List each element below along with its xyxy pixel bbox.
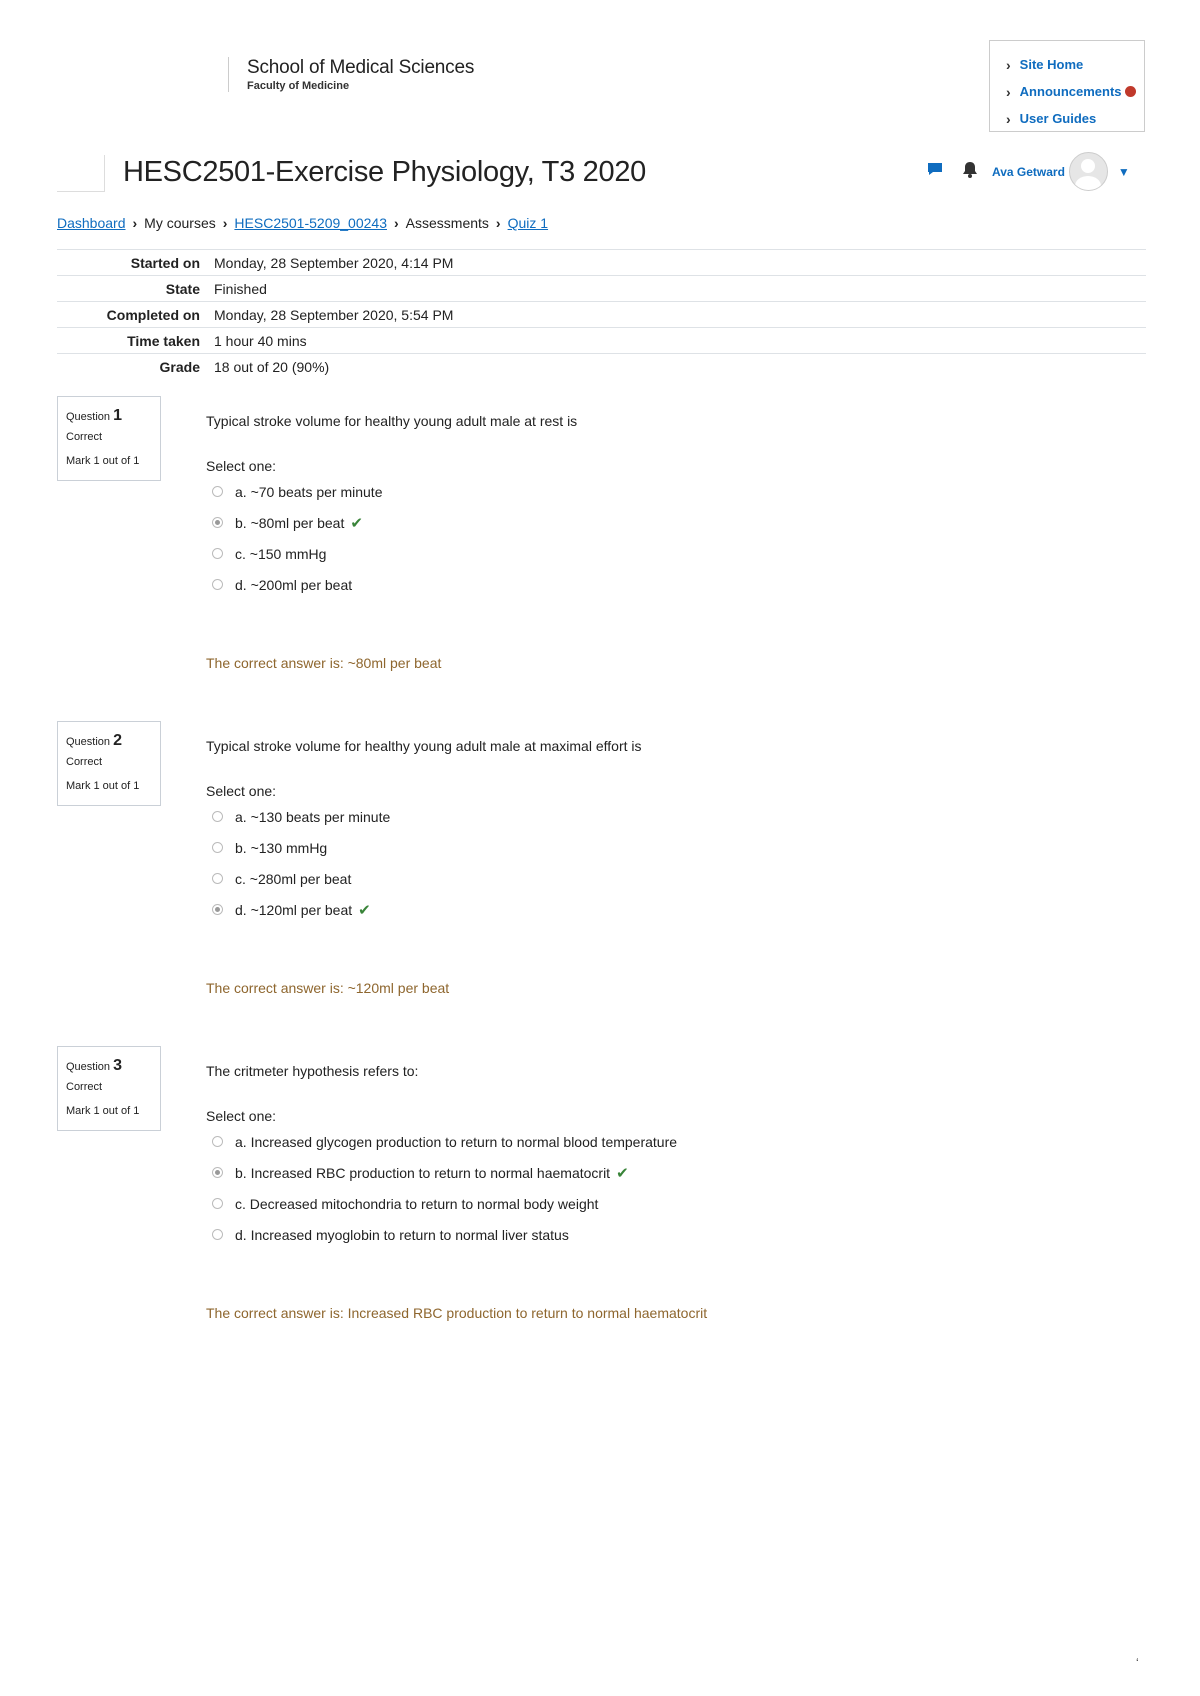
radio-button[interactable] (212, 1136, 223, 1147)
question-mark: Mark 1 out of 1 (66, 780, 140, 792)
table-row (57, 250, 1146, 276)
option-label: b. ~80ml per beat (235, 514, 345, 531)
messages-icon[interactable] (926, 161, 944, 182)
option-label: a. ~70 beats per minute (235, 483, 383, 500)
option-label: c. ~150 mmHg (235, 545, 327, 562)
radio-button[interactable] (212, 1198, 223, 1209)
answer-option[interactable] (212, 569, 383, 600)
question-info-2 (57, 721, 161, 806)
breadcrumb-course[interactable]: HESC2501-5209_00243 (234, 215, 387, 231)
option-label: b. ~130 mmHg (235, 839, 328, 856)
notification-badge-icon (1125, 86, 1136, 97)
answer-option[interactable] (212, 476, 383, 507)
radio-button[interactable] (212, 811, 223, 822)
answer-option[interactable] (212, 538, 383, 569)
site-logo[interactable] (228, 57, 474, 92)
option-label: a. Increased glycogen production to return to normal blood temperature (235, 1133, 678, 1150)
radio-button[interactable] (212, 873, 223, 884)
radio-button[interactable] (212, 1167, 223, 1178)
answer-option[interactable] (212, 1126, 677, 1157)
question-number: 1 (113, 407, 122, 424)
chevron-right-icon: › (1006, 110, 1011, 127)
option-label: b. Increased RBC production to return to normal haematocrit (235, 1164, 611, 1181)
caret-down-icon[interactable]: ▼ (1117, 164, 1130, 179)
correct-answer-feedback: The correct answer is: ~120ml per beat (206, 980, 450, 996)
question-info-3 (57, 1046, 161, 1131)
correct-check-icon: ✔ (350, 514, 363, 532)
select-one-prompt: Select one: (206, 458, 277, 474)
table-row (57, 302, 1146, 328)
notifications-bell-icon[interactable] (962, 161, 978, 183)
question-mark: Mark 1 out of 1 (66, 455, 140, 467)
breadcrumb-my-courses: My courses (144, 215, 216, 231)
answer-option[interactable] (212, 1188, 677, 1219)
question-text: The critmeter hypothesis refers to: (206, 1063, 419, 1079)
question-mark: Mark 1 out of 1 (66, 1105, 140, 1117)
question-text: Typical stroke volume for healthy young adult male at rest is (206, 413, 578, 429)
radio-button[interactable] (212, 486, 223, 497)
option-label: d. ~120ml per beat (235, 901, 353, 918)
select-one-prompt: Select one: (206, 1108, 277, 1124)
user-menu-name[interactable]: Ava Getward (992, 164, 1065, 179)
answer-option[interactable] (212, 832, 390, 863)
answer-option[interactable] (212, 1157, 677, 1188)
page-mark: ʻ (1136, 1656, 1139, 1670)
radio-button[interactable] (212, 1229, 223, 1240)
answer-options (212, 801, 390, 925)
school-name: School of Medical Sciences (247, 57, 475, 78)
summary-key: Time taken (57, 328, 214, 354)
radio-button[interactable] (212, 548, 223, 559)
site-home-link[interactable] (1006, 51, 1144, 78)
chevron-right-icon: › (132, 215, 138, 231)
option-label: c. Decreased mitochondria to return to normal body weight (235, 1195, 599, 1212)
chevron-right-icon: › (222, 215, 228, 231)
table-row (57, 276, 1146, 302)
option-label: a. ~130 beats per minute (235, 808, 391, 825)
correct-answer-feedback: The correct answer is: ~80ml per beat (206, 655, 442, 671)
summary-value: 1 hour 40 mins (214, 328, 1146, 354)
correct-check-icon: ✔ (358, 901, 371, 919)
avatar[interactable] (1069, 152, 1108, 191)
answer-options (212, 476, 383, 600)
question-number: 2 (113, 732, 122, 749)
question-text: Typical stroke volume for healthy young adult male at maximal effort is (206, 738, 642, 754)
site-home-label: Site Home (1019, 57, 1084, 72)
page-title: HESC2501-Exercise Physiology, T3 2020 (123, 156, 646, 188)
question-info-1 (57, 396, 161, 481)
option-label: c. ~280ml per beat (235, 870, 352, 887)
select-one-prompt: Select one: (206, 783, 277, 799)
breadcrumb-quiz[interactable]: Quiz 1 (507, 215, 549, 231)
chevron-right-icon: › (495, 215, 501, 231)
answer-option[interactable] (212, 507, 383, 538)
question-label: Question (66, 736, 111, 748)
chevron-right-icon: › (1006, 83, 1011, 100)
summary-value: Monday, 28 September 2020, 5:54 PM (214, 302, 1146, 328)
chevron-right-icon: › (394, 215, 399, 231)
summary-key: State (57, 276, 214, 302)
question-status: Correct (66, 431, 103, 443)
option-label: d. Increased myoglobin to return to normal liver status (235, 1226, 569, 1243)
question-number: 3 (113, 1057, 122, 1074)
question-status: Correct (66, 1081, 103, 1093)
attempt-summary-table (57, 249, 1146, 379)
answer-options (212, 1126, 677, 1250)
answer-option[interactable] (212, 801, 390, 832)
site-links-block (989, 40, 1145, 132)
user-guides-label: User Guides (1019, 111, 1097, 126)
breadcrumb-dashboard[interactable]: Dashboard (57, 215, 126, 231)
radio-button[interactable] (212, 579, 223, 590)
answer-option[interactable] (212, 894, 390, 925)
question-label: Question (66, 411, 111, 423)
faculty-name: Faculty of Medicine (247, 80, 350, 92)
option-label: d. ~200ml per beat (235, 576, 353, 593)
correct-check-icon: ✔ (616, 1164, 629, 1182)
summary-value: 18 out of 20 (90%) (214, 354, 1146, 380)
user-navigation (926, 152, 1130, 191)
table-row (57, 354, 1146, 380)
course-image (57, 155, 105, 192)
breadcrumb-assessments: Assessments (405, 215, 489, 231)
answer-option[interactable] (212, 863, 390, 894)
radio-button[interactable] (212, 842, 223, 853)
radio-button[interactable] (212, 904, 223, 915)
summary-value: Monday, 28 September 2020, 4:14 PM (214, 250, 1146, 276)
answer-option[interactable] (212, 1219, 677, 1250)
announcements-link[interactable] (1006, 78, 1144, 105)
summary-key: Completed on (57, 302, 214, 328)
summary-key: Started on (57, 250, 214, 276)
question-label: Question (66, 1061, 111, 1073)
user-guides-link[interactable] (1006, 105, 1144, 132)
correct-answer-feedback: The correct answer is: Increased RBC production to return to normal haematocrit (206, 1305, 708, 1321)
summary-value: Finished (214, 276, 1146, 302)
chevron-right-icon: › (1006, 56, 1011, 73)
announcements-label: Announcements (1019, 84, 1122, 99)
breadcrumb (57, 215, 548, 231)
question-status: Correct (66, 756, 103, 768)
summary-key: Grade (57, 354, 214, 380)
table-row (57, 328, 1146, 354)
radio-button[interactable] (212, 517, 223, 528)
